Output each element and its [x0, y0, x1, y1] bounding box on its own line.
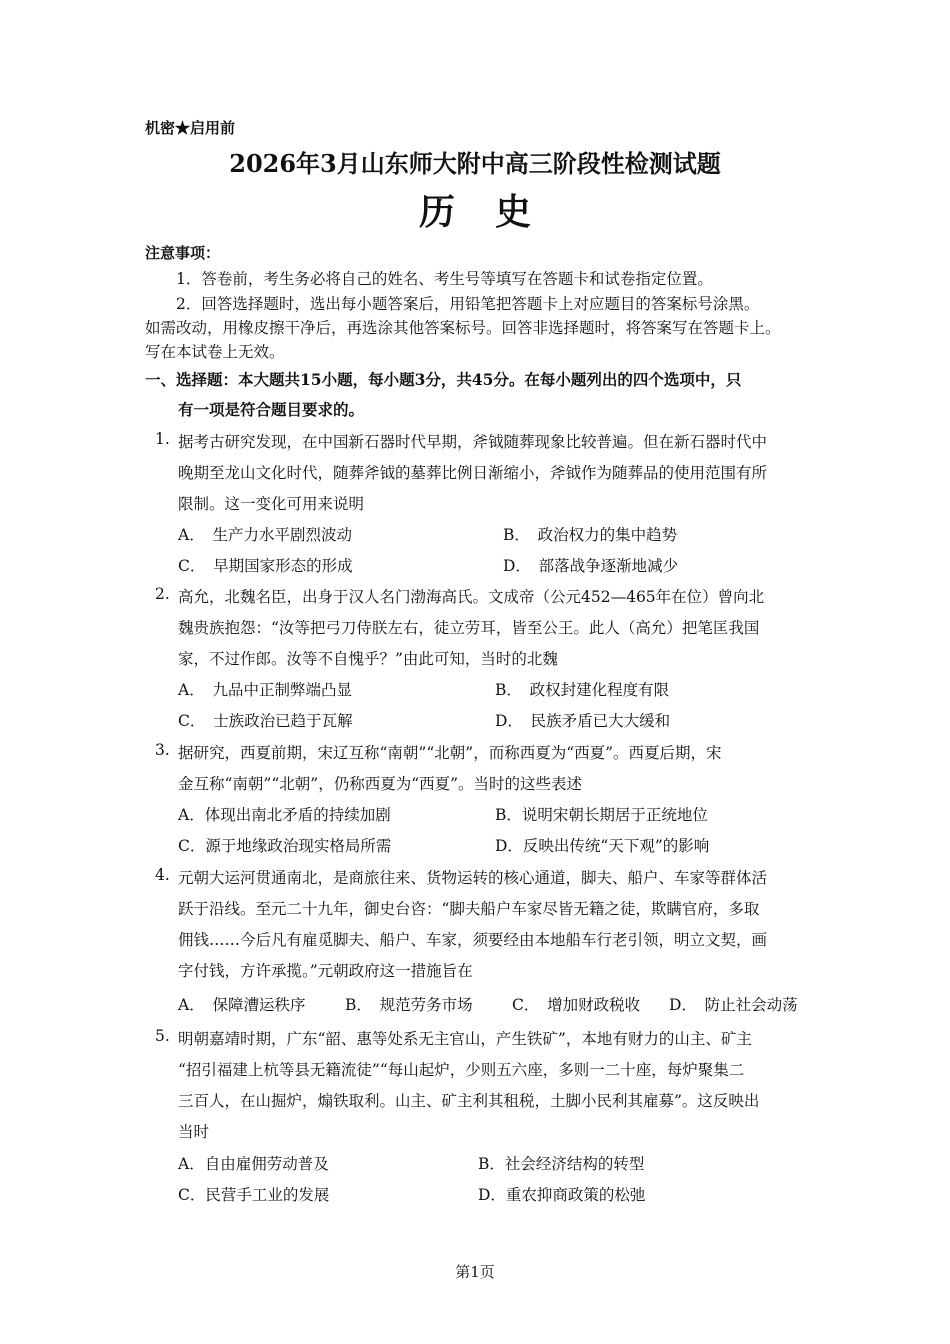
notice-item-1: 1．答卷前，考生务必将自己的姓名、考生号等填写在答题卡和试卷指定位置。	[176, 270, 713, 288]
confidential-label: 机密★启用前	[145, 119, 236, 137]
exam-title: 2026年3月山东师大附中高三阶段性检测试题	[229, 149, 721, 178]
question-line: 高允，北魏名臣，出身于汉人名门渤海高氏。文成帝（公元452—465年在位）曾向北	[178, 588, 765, 606]
question-line: 佣钱……今后凡有雇觅脚夫、船户、车家，须要经由本地船车行老引领，明立文契，画	[178, 931, 768, 949]
question-line: 家，不过作郎。汝等不自愧乎？”由此可知，当时的北魏	[178, 650, 558, 668]
option-a: A． 九品中正制弊端凸显	[178, 681, 352, 699]
option-b: B． 规范劳务市场	[345, 996, 473, 1014]
option-a: A．自由雇佣劳动普及	[178, 1155, 329, 1173]
notice-item-2-line-3: 写在本试卷上无效。	[145, 343, 285, 361]
question-line: 据研究，西夏前期，宋辽互称“南朝”“北朝”，而称西夏为“西夏”。西夏后期，宋	[178, 744, 722, 762]
question-number: 2.	[155, 585, 170, 603]
option-c: C． 增加财政税收	[512, 996, 641, 1014]
section-heading-line-1: 一、选择题：本大题共15小题，每小题3分，共45分。在每小题列出的四个选项中，只	[145, 370, 742, 389]
notice-item-2-line-2: 如需改动，用橡皮擦干净后，再选涂其他答案标号。回答非选择题时，将答案写在答题卡上。	[145, 319, 781, 337]
page-number: 第1页	[455, 1263, 495, 1281]
question-number: 3.	[155, 741, 170, 759]
question-line: 晚期至龙山文化时代，随葬斧钺的墓葬比例日渐缩小，斧钺作为随葬品的使用范围有所	[178, 464, 768, 482]
question-line: 金互称“南朝”“北朝”，仍称西夏为“西夏”。当时的这些表述	[178, 775, 583, 793]
notice-heading: 注意事项：	[145, 244, 221, 262]
option-d: D． 部落战争逐渐地减少	[503, 557, 679, 575]
option-d: D．反映出传统“天下观”的影响	[495, 837, 710, 855]
subject-title: 历史	[418, 191, 571, 233]
option-c: C．源于地缘政治现实格局所需	[178, 837, 392, 855]
question-line: 元朝大运河贯通南北，是商旅往来、货物运转的核心通道，脚夫、船户、车家等群体活	[178, 869, 768, 887]
question-line: 字付钱，方许承揽。”元朝政府这一措施旨在	[178, 962, 473, 980]
option-d: D． 民族矛盾已大大缓和	[495, 712, 671, 730]
option-a: A．体现出南北矛盾的持续加剧	[178, 806, 391, 824]
option-c: C． 早期国家形态的形成	[178, 557, 353, 575]
question-line: 明朝嘉靖时期，广东“韶、惠等处系无主官山，产生铁矿”，本地有财力的山主、矿主	[178, 1030, 752, 1048]
option-a: A． 生产力水平剧烈波动	[178, 526, 352, 544]
question-line: 魏贵族抱怨：“汝等把弓刀侍朕左右，徒立劳耳，皆至公王。此人（高允）把笔匡我国	[178, 619, 760, 637]
question-line: 当时	[178, 1123, 210, 1141]
notice-item-2-line-1: 2．回答选择题时，选出每小题答案后，用铅笔把答题卡上对应题目的答案标号涂黑。	[176, 295, 760, 313]
question-line: 据考古研究发现，在中国新石器时代早期，斧钺随葬现象比较普遍。但在新石器时代中	[178, 433, 768, 451]
question-number: 5.	[155, 1027, 170, 1045]
question-line: 三百人，在山掘炉，煽铁取利。山主、矿主利其租税，土脚小民利其雇募”。这反映出	[178, 1092, 760, 1110]
option-a: A． 保障漕运秩序	[178, 996, 306, 1014]
section-heading-line-2: 有一项是符合题目要求的。	[178, 400, 365, 419]
option-d: D．重农抑商政策的松弛	[478, 1186, 646, 1204]
option-c: C． 士族政治已趋于瓦解	[178, 712, 353, 730]
option-b: B． 政治权力的集中趋势	[503, 526, 678, 544]
option-b: B． 政权封建化程度有限	[495, 681, 670, 699]
option-b: B．社会经济结构的转型	[478, 1155, 645, 1173]
question-line: 跃于沿线。至元二十九年，御史台咨：“脚夫船户车家尽皆无籍之徒，欺瞒官府，多取	[178, 900, 760, 918]
option-b: B．说明宋朝长期居于正统地位	[495, 806, 708, 824]
question-line: 限制。这一变化可用来说明	[178, 495, 365, 513]
question-line: “招引福建上杭等县无籍流徒”“每山起炉，少则五六座，多则一二十座，每炉聚集二	[178, 1061, 745, 1079]
question-number: 4.	[155, 866, 170, 884]
question-number: 1.	[155, 430, 170, 448]
option-c: C．民营手工业的发展	[178, 1186, 330, 1204]
option-d: D． 防止社会动荡	[669, 996, 798, 1014]
